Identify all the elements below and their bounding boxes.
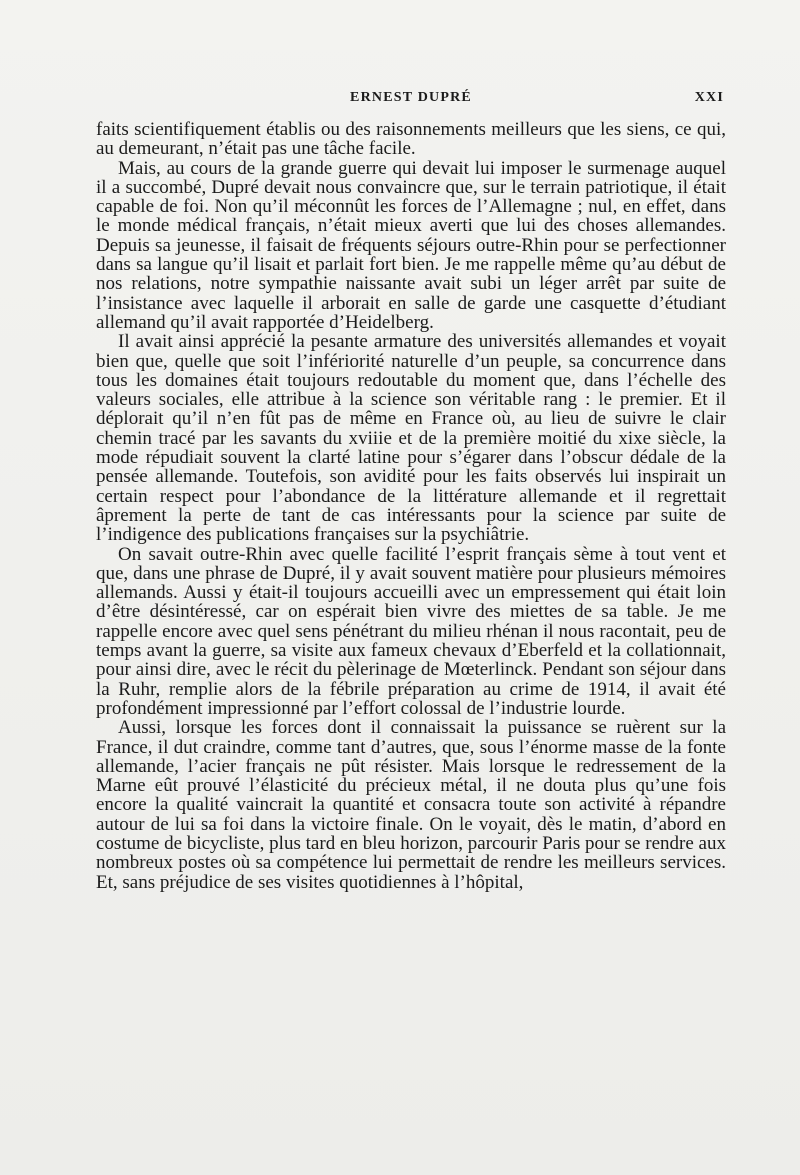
page-number: XXI <box>694 90 724 105</box>
paragraph-continuation: faits scientifiquement établis ou des raisonnements meilleurs que les siens, ce qui, au demeurant, n’était pas une tâche facile. <box>96 119 726 160</box>
paragraph-outre-rhin: On savait outre-Rhin avec quelle facilité l’esprit français sème à tout vent et que, dans une phrase de Dupré, il y avait souvent matière pour plusieurs mémoires allemands. Aussi y était-il toujours accueilli avec un empressement qui était loin d’être désintéressé, car on espérait bien vivre des miettes de sa table. Je me rappelle encore avec quel sens pénétrant du milieu rhénan il nous racontait, peu de temps avant la guerre, sa visite aux fameux chevaux d’Eberfeld et la collationnait, pour ainsi dire, avec le récit du pèlerinage de Mœterlinck. Pendant son séjour dans la Ruhr, remplie alors de la fébrile préparation au crime de 1914, il avait été profondément impressionné par l’effort colossal de l’industrie lourde. <box>96 543 726 719</box>
paragraph-war-patriotism: Mais, au cours de la grande guerre qui devait lui imposer le surmenage auquel il a succombé, Dupré devait nous convaincre que, sur le terrain patriotique, il était capable de foi. Non qu’il méconnût les forces de l’Allemagne ; nul, en effet, dans le monde médical français, n’était mieux averti que lui des choses allemandes. Depuis sa jeunesse, il faisait de fréquents séjours outre-Rhin pour se perfectionner dans sa langue qu’il lisait et parlait fort bien. Je me rappelle même qu’au début de nos relations, notre sympathie naissante avait subi un léger arrêt par suite de l’insistance avec laquelle il arborait en salle de garde une casquette d’étudiant allemand qu’il avait rapportée d’Heidelberg. <box>96 157 726 333</box>
running-title: ERNEST DUPRÉ <box>350 90 472 105</box>
page-text <box>96 120 726 892</box>
running-head <box>98 90 724 110</box>
paragraph-universities: Il avait ainsi apprécié la pesante armature des universités allemandes et voyait bien que, quelle que soit l’infériorité naturelle d’un peuple, sa concurrence dans tous les domaines était toujours redoutable du moment que, dans l’échelle des valeurs sociales, elle attribue à la science son véritable rang : le premier. Et il déplorait qu’il n’en fût pas de même en France où, au lieu de suivre le clair chemin tracé par les savants du xviiie et de la première moitié du xixe siècle, la mode répudiait souvent la clarté latine pour s’égarer dans l’obscur dédale de la pensée allemande. Toutefois, son avidité pour les faits observés lui inspirait un certain respect pour l’abondance de la littérature allemande et il regrettait âprement la perte de tant de cas intéressants pour la science par suite de l’indigence des publications françaises sur la psychiâtrie. <box>96 331 726 546</box>
paragraph-war-activity: Aussi, lorsque les forces dont il connaissait la puissance se ruèrent sur la France, il dut craindre, comme tant d’autres, que, sous l’énorme masse de la fonte allemande, l’acier français ne pût résister. Mais lorsque le redressement de la Marne eût prouvé l’élasticité du précieux métal, il ne douta plus qu’une fois encore la qualité vaincrait la quantité et consacra toute son activité à répandre autour de lui sa foi dans la victoire finale. On le voyait, dès le matin, d’abord en costume de bicycliste, plus tard en bleu horizon, parcourir Paris pour se rendre aux nombreux postes où sa compétence lui permettait de rendre les meilleurs services. Et, sans préjudice de ses visites quotidiennes à l’hôpital, <box>96 717 726 893</box>
